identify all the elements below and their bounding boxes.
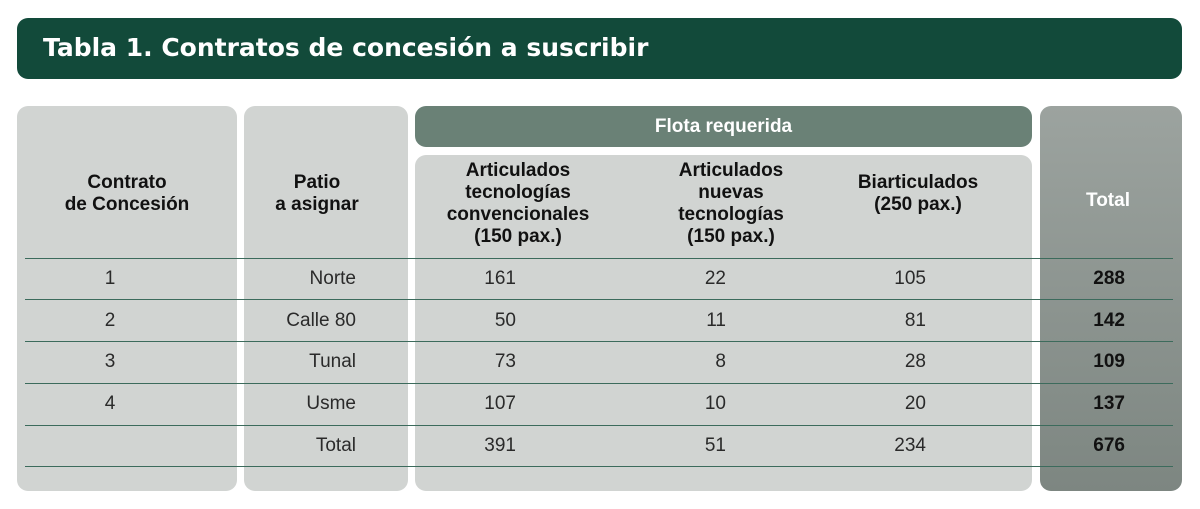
cell-articulados-nuevas: 22 <box>704 268 726 289</box>
table-title: Tabla 1. Contratos de concesión a suscribir <box>43 33 649 62</box>
cell-patio-total: Total <box>315 435 356 456</box>
header-contrato: Contrato de Concesión <box>64 172 190 215</box>
cell-contrato: 4 <box>104 393 116 414</box>
cell-total: 288 <box>1093 268 1125 289</box>
flota-requerida-header: Flota requerida <box>415 106 1032 147</box>
cell-patio: Usme <box>306 393 356 414</box>
cell-biarticulados: 28 <box>904 351 926 372</box>
cell-patio: Tunal <box>309 351 356 372</box>
cell-patio: Norte <box>309 268 356 289</box>
cell-articulados-nuevas: 11 <box>706 310 726 331</box>
header-articulados-convencionales: Articulados tecnologías convencionales (150 pax.) <box>446 160 590 247</box>
cell-articulados-nuevas: 8 <box>715 351 726 372</box>
cell-contrato: 2 <box>104 310 116 331</box>
cell-grand-total: 676 <box>1093 435 1125 456</box>
cell-total: 137 <box>1093 393 1125 414</box>
cell-contrato: 3 <box>104 351 116 372</box>
cell-articulados-convencionales: 107 <box>484 393 516 414</box>
header-patio: Patio a asignar <box>275 172 359 215</box>
cell-articulados-nuevas: 10 <box>704 393 726 414</box>
cell-articulados-nuevas-total: 51 <box>704 435 726 456</box>
cell-articulados-convencionales: 73 <box>494 351 516 372</box>
cell-patio: Calle 80 <box>286 310 356 331</box>
cell-biarticulados: 105 <box>894 268 926 289</box>
cell-total: 109 <box>1093 351 1125 372</box>
cell-contrato <box>20 425 200 467</box>
cell-contrato: 1 <box>104 268 116 289</box>
cell-biarticulados: 20 <box>904 393 926 414</box>
cell-articulados-convencionales-total: 391 <box>484 435 516 456</box>
header-biarticulados: Biarticulados (250 pax.) <box>857 172 979 215</box>
header-articulados-nuevas: Articulados nuevas tecnologías (150 pax.) <box>678 160 784 247</box>
cell-biarticulados: 81 <box>904 310 926 331</box>
cell-biarticulados-total: 234 <box>894 435 926 456</box>
cell-articulados-convencionales: 161 <box>484 268 516 289</box>
cell-articulados-convencionales: 50 <box>494 310 516 331</box>
header-total: Total <box>1086 190 1130 211</box>
cell-total: 142 <box>1093 310 1125 331</box>
